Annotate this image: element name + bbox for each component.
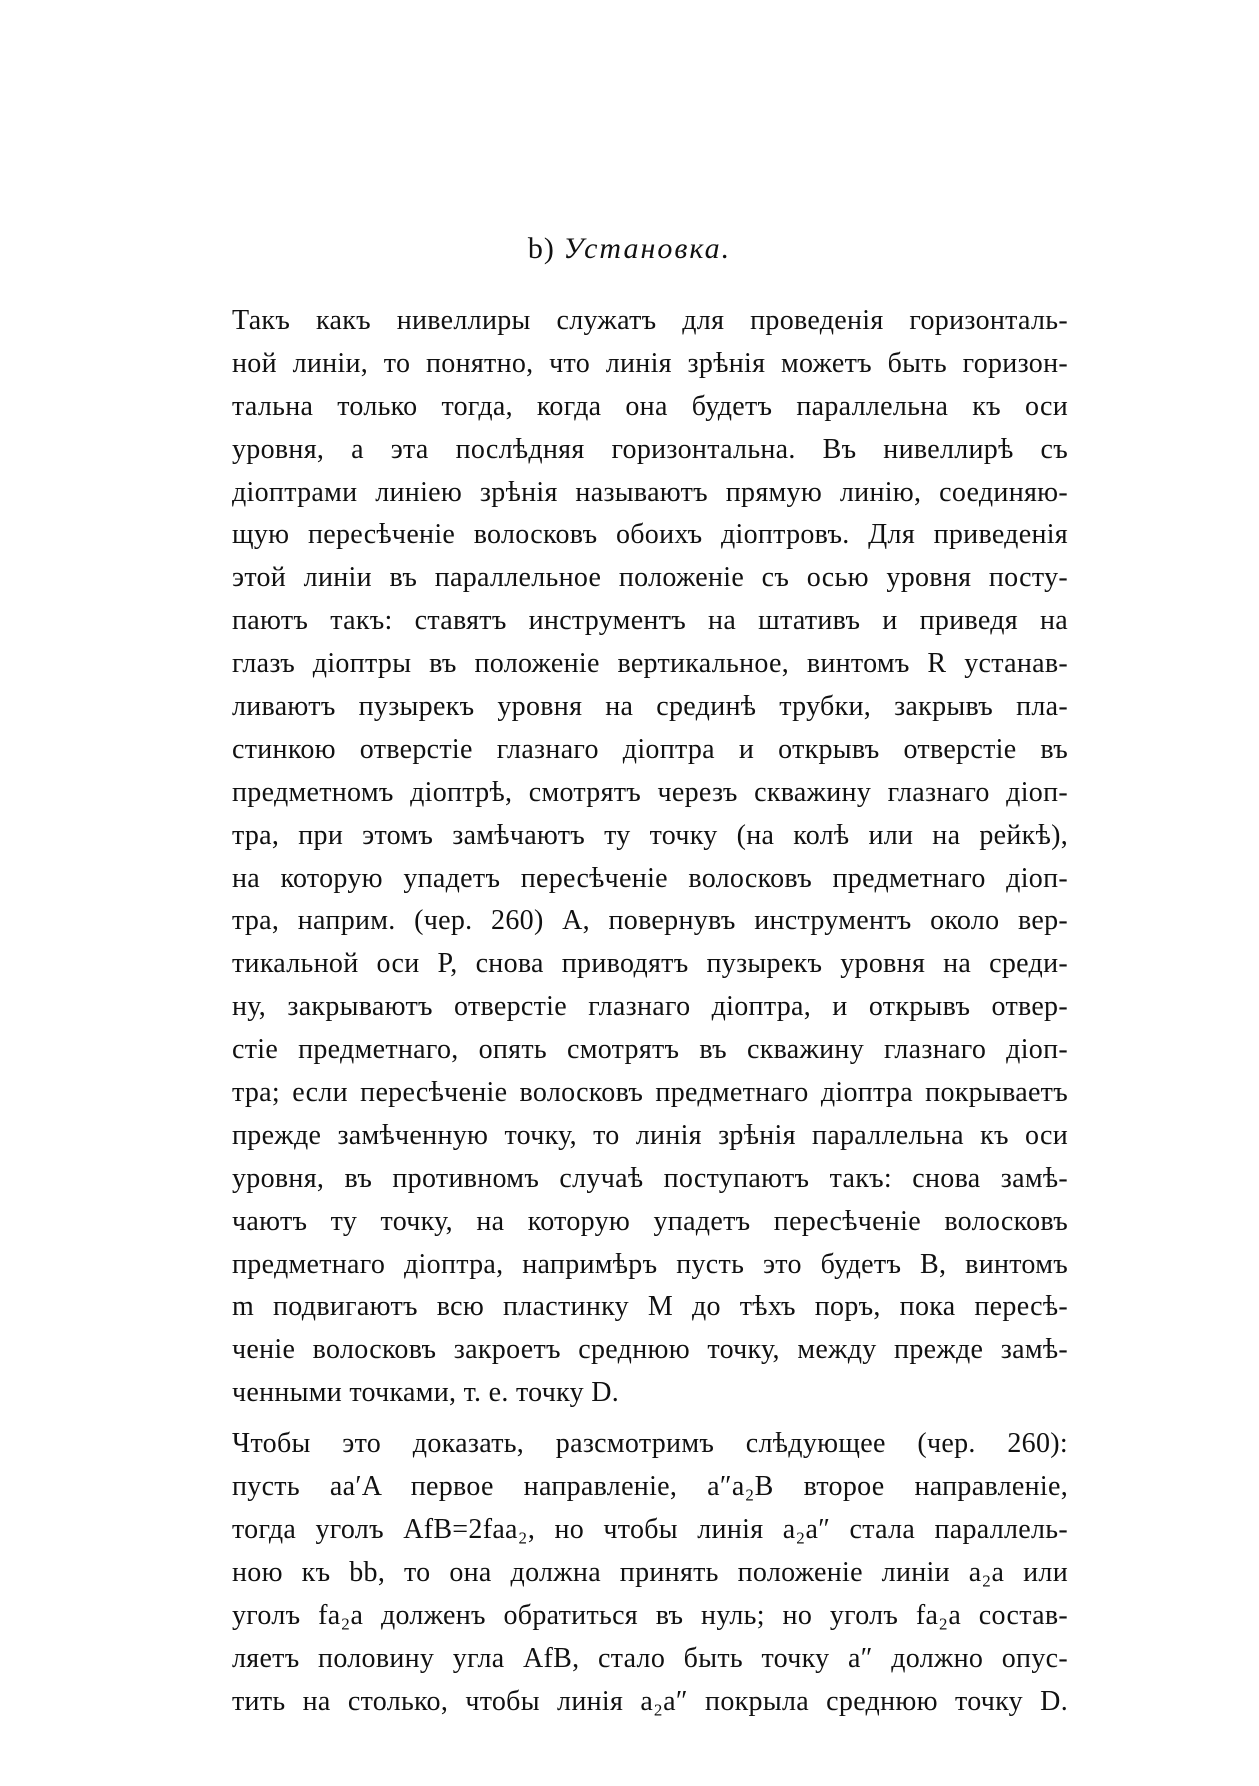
text-line: тикальной оси P, снова приводятъ пузырекъ уровня на среди- [232,948,1068,980]
text-line: ну, закрываютъ отверстіе глазнаго діоптра, и открывъ отвер- [232,991,1068,1023]
text-line: ляетъ половину угла AfB, стало быть точку a″ должно опус- [232,1642,1068,1674]
text-line: уголъ fa₂a долженъ обратиться въ нуль; но уголъ fa₂a состав- [232,1599,1068,1631]
text-line: стіе предметнаго, опять смотрятъ въ скважину глазнаго діоп- [232,1034,1068,1066]
text-line: пусть aa′A первое направленіе, a″a₂B второе направленіе, [232,1471,1068,1503]
section-title: Установка. [563,232,732,265]
text-line: Чтобы это доказать, разсмотримъ слѣдующее (чер. 260): [232,1428,1068,1460]
text-line: на которую упадетъ пересѣченіе волосковъ предметнаго діоп- [232,862,1068,894]
section-heading [0,232,1259,266]
text-line: предметнаго діоптра, напримѣръ пусть это будетъ B, винтомъ [232,1248,1068,1280]
text-line: этой линіи въ параллельное положеніе съ осью уровня посту- [232,562,1068,594]
text-line: уровня, а эта послѣдняя горизонтальна. Въ нивеллирѣ съ [232,433,1068,465]
text-line: уровня, въ противномъ случаѣ поступаютъ такъ: снова замѣ- [232,1162,1068,1194]
text-line: чаютъ ту точку, на которую упадетъ пересѣченіе волосковъ [232,1205,1068,1237]
section-letter: b) [527,232,555,265]
text-line: ной линіи, то понятно, что линія зрѣнія можетъ быть горизон- [232,347,1068,379]
text-line: предметномъ діоптрѣ, смотрятъ черезъ скважину глазнаго діоп- [232,776,1068,808]
text-line: щую пересѣченіе волосковъ обоихъ діоптровъ. Для приведенія [232,519,1068,551]
text-line: діоптрами линіею зрѣнія называютъ прямую линію, соединяю- [232,476,1068,508]
text-line: глазъ діоптры въ положеніе вертикальное, винтомъ R устанав- [232,648,1068,680]
text-line: тра, наприм. (чер. 260) A, повернувъ инструментъ около вер- [232,905,1068,937]
text-line: ливаютъ пузырекъ уровня на срединѣ трубки, закрывъ пла- [232,691,1068,723]
text-line: ченіе волосковъ закроетъ среднюю точку, между прежде замѣ- [232,1334,1068,1366]
text-line: ченными точками, т. е. точку D. [232,1377,620,1409]
text-line: тра; если пересѣченіе волосковъ предметнаго діоптра покрываетъ [232,1077,1068,1109]
text-line: m подвигаютъ всю пластинку M до тѣхъ поръ, пока пересѣ- [232,1291,1068,1323]
text-line: тогда уголъ AfB=2faa₂, но чтобы линія a₂a″ стала параллель- [232,1513,1068,1545]
text-line: тить на столько, чтобы линія a₂a″ покрыла среднюю точку D. [232,1685,1068,1717]
paragraph-2 [232,1423,1068,1723]
text-line: тра, при этомъ замѣчаютъ ту точку (на колѣ или на рейкѣ), [232,819,1068,851]
text-line: паютъ такъ: ставятъ инструментъ на штативъ и приведя на [232,605,1068,637]
text-line: тальна только тогда, когда она будетъ параллельна къ оси [232,390,1068,422]
paragraph-1 [232,300,1068,1415]
text-line: ною къ bb, то она должна принять положеніе линіи a₂a или [232,1556,1068,1588]
text-line: прежде замѣченную точку, то линія зрѣнія параллельна къ оси [232,1119,1068,1151]
body-text [232,300,1068,1723]
text-line: Такъ какъ нивеллиры служатъ для проведенія горизонталь- [232,305,1068,336]
text-line: стинкою отверстіе глазнаго діоптра и открывъ отверстіе въ [232,733,1068,765]
